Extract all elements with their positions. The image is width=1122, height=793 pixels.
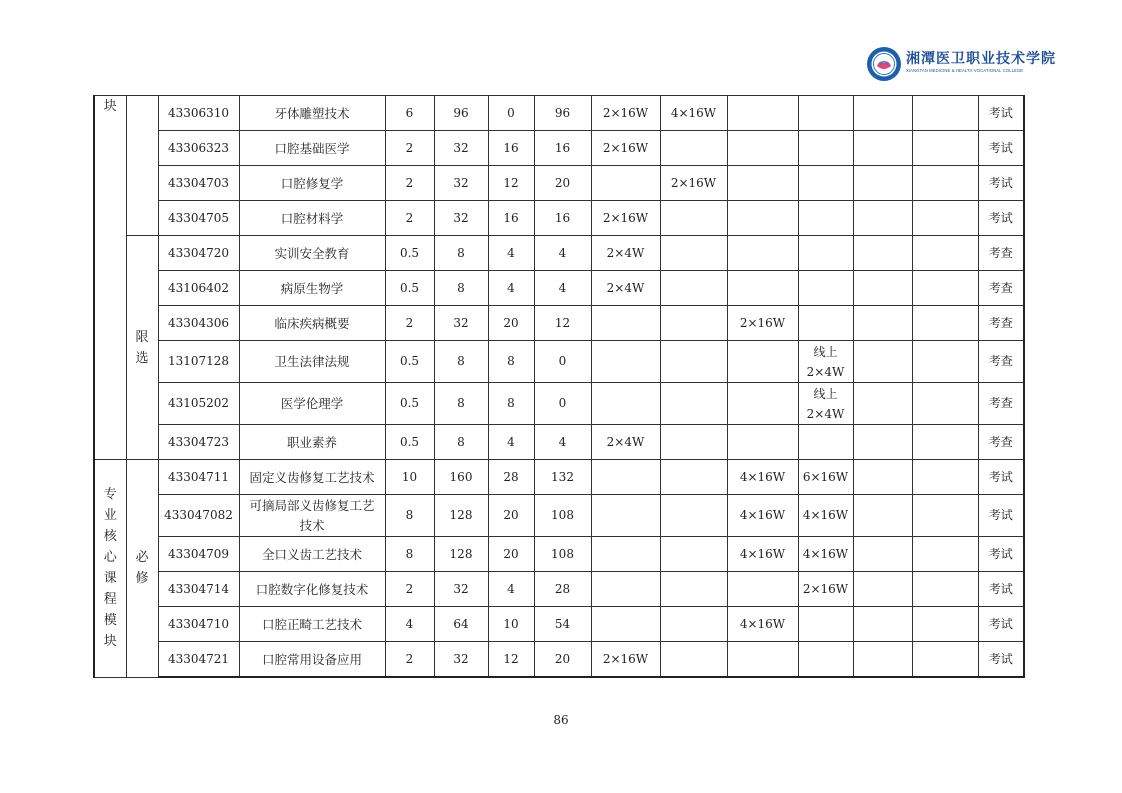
credit: 0.5	[385, 341, 434, 383]
course-name: 牙体雕塑技术	[239, 96, 385, 131]
term-3	[727, 425, 798, 460]
credit: 0.5	[385, 383, 434, 425]
term-2	[660, 495, 727, 537]
term-5	[853, 236, 912, 271]
term-5	[853, 537, 912, 572]
module-label-cell-core	[94, 460, 126, 678]
table-row	[94, 425, 1024, 460]
credit: 10	[385, 460, 434, 495]
course-code: 43106402	[158, 271, 239, 306]
term-5	[853, 131, 912, 166]
term-6	[912, 271, 978, 306]
term-6	[912, 537, 978, 572]
term-2	[660, 425, 727, 460]
term-4	[798, 607, 853, 642]
module-label-char: 块	[103, 634, 117, 650]
course-code: 43304720	[158, 236, 239, 271]
term-3: 4×16W	[727, 607, 798, 642]
term-5	[853, 607, 912, 642]
table-row	[94, 572, 1024, 607]
term-6	[912, 236, 978, 271]
table-row	[94, 383, 1024, 425]
theory-hours: 4	[488, 572, 534, 607]
theory-hours: 4	[488, 271, 534, 306]
term-5	[853, 460, 912, 495]
total-hours: 8	[434, 425, 488, 460]
assessment-type: 考试	[978, 96, 1024, 131]
term-5	[853, 271, 912, 306]
total-hours: 8	[434, 383, 488, 425]
term-1: 2×16W	[591, 131, 660, 166]
course-code: 43306323	[158, 131, 239, 166]
course-name-line: 技术	[299, 517, 325, 533]
module-label-char: 专	[103, 487, 117, 503]
practice-hours: 54	[534, 607, 591, 642]
course-name: 病原生物学	[239, 271, 385, 306]
course-code: 43304714	[158, 572, 239, 607]
term-3	[727, 383, 798, 425]
credit: 2	[385, 131, 434, 166]
term-1	[591, 341, 660, 383]
credit: 2	[385, 572, 434, 607]
practice-hours: 12	[534, 306, 591, 341]
term-2	[660, 642, 727, 678]
credit: 8	[385, 537, 434, 572]
theory-hours: 10	[488, 607, 534, 642]
theory-hours: 16	[488, 201, 534, 236]
course-name: 口腔数字化修复技术	[239, 572, 385, 607]
module-label-char: 业	[103, 508, 117, 524]
term-4	[798, 306, 853, 341]
term-1: 2×16W	[591, 642, 660, 678]
course-name: 职业素养	[239, 425, 385, 460]
total-hours: 32	[434, 166, 488, 201]
term-4	[798, 383, 853, 425]
term-3	[727, 572, 798, 607]
practice-hours: 28	[534, 572, 591, 607]
term-1: 2×4W	[591, 271, 660, 306]
term-1	[591, 495, 660, 537]
credit: 6	[385, 96, 434, 131]
theory-hours: 12	[488, 166, 534, 201]
term-1	[591, 537, 660, 572]
assessment-type: 考查	[978, 236, 1024, 271]
assessment-type: 考试	[978, 537, 1024, 572]
course-name: 口腔材料学	[239, 201, 385, 236]
total-hours: 32	[434, 306, 488, 341]
total-hours: 32	[434, 642, 488, 678]
college-logo	[866, 44, 1056, 86]
term-6	[912, 495, 978, 537]
course-table	[93, 95, 1025, 678]
module-label-char: 核	[103, 529, 117, 545]
term-1	[591, 306, 660, 341]
term-4: 6×16W	[798, 460, 853, 495]
term-3: 4×16W	[727, 495, 798, 537]
table-row	[94, 607, 1024, 642]
table-row	[94, 166, 1024, 201]
term-3	[727, 201, 798, 236]
course-code: 43304723	[158, 425, 239, 460]
practice-hours: 132	[534, 460, 591, 495]
term-2: 2×16W	[660, 166, 727, 201]
term-5	[853, 642, 912, 678]
course-type-char: 修	[135, 571, 149, 587]
table-row	[94, 495, 1024, 537]
assessment-type: 考试	[978, 495, 1024, 537]
module-label-text: 块	[103, 99, 117, 114]
assessment-type: 考试	[978, 166, 1024, 201]
theory-hours: 20	[488, 495, 534, 537]
logo-chinese-name: 湘潭医卫职业技术学院	[906, 51, 1056, 67]
term-6	[912, 642, 978, 678]
assessment-type: 考查	[978, 425, 1024, 460]
term-4: 4×16W	[798, 495, 853, 537]
theory-hours: 28	[488, 460, 534, 495]
table-row	[94, 236, 1024, 271]
practice-hours: 0	[534, 383, 591, 425]
term-2	[660, 271, 727, 306]
course-code: 43304306	[158, 306, 239, 341]
term-5	[853, 341, 912, 383]
credit: 2	[385, 201, 434, 236]
course-code: 43105202	[158, 383, 239, 425]
course-name: 口腔常用设备应用	[239, 642, 385, 678]
term-2	[660, 460, 727, 495]
total-hours: 64	[434, 607, 488, 642]
term-6	[912, 131, 978, 166]
term-4	[798, 96, 853, 131]
assessment-type: 考试	[978, 201, 1024, 236]
course-name: 口腔修复学	[239, 166, 385, 201]
assessment-type: 考试	[978, 131, 1024, 166]
college-emblem-icon	[866, 46, 902, 82]
course-code: 43304721	[158, 642, 239, 678]
term-6	[912, 572, 978, 607]
practice-hours: 108	[534, 537, 591, 572]
theory-hours: 12	[488, 642, 534, 678]
table-row	[94, 537, 1024, 572]
term-2	[660, 236, 727, 271]
course-name: 全口义齿工艺技术	[239, 537, 385, 572]
assessment-type: 考试	[978, 460, 1024, 495]
term-4	[798, 166, 853, 201]
theory-hours: 8	[488, 383, 534, 425]
theory-hours: 0	[488, 96, 534, 131]
term-3	[727, 166, 798, 201]
term-4	[798, 271, 853, 306]
course-name: 口腔正畸工艺技术	[239, 607, 385, 642]
logo-english-name: XIANGTAN MEDICINE & HEALTH VOCATIONAL COLLEGE	[906, 68, 1024, 73]
assessment-type: 考查	[978, 383, 1024, 425]
practice-hours: 96	[534, 96, 591, 131]
theory-hours: 4	[488, 236, 534, 271]
theory-hours: 20	[488, 306, 534, 341]
theory-hours: 16	[488, 131, 534, 166]
course-code: 13107128	[158, 341, 239, 383]
practice-hours: 108	[534, 495, 591, 537]
term-1	[591, 166, 660, 201]
course-name: 实训安全教育	[239, 236, 385, 271]
assessment-type: 考查	[978, 306, 1024, 341]
term-1: 2×4W	[591, 236, 660, 271]
term-4	[798, 236, 853, 271]
term-6	[912, 425, 978, 460]
course-name: 口腔基础医学	[239, 131, 385, 166]
term-5	[853, 96, 912, 131]
practice-hours: 4	[534, 236, 591, 271]
term-5	[853, 383, 912, 425]
term-5	[853, 306, 912, 341]
term-2	[660, 306, 727, 341]
table-row	[94, 306, 1024, 341]
term-schedule: 2×4W	[806, 364, 845, 379]
term-4	[798, 425, 853, 460]
term-3	[727, 236, 798, 271]
term-1	[591, 607, 660, 642]
course-name: 卫生法律法规	[239, 341, 385, 383]
course-code: 43304703	[158, 166, 239, 201]
practice-hours: 20	[534, 642, 591, 678]
practice-hours: 20	[534, 166, 591, 201]
course-code: 43306310	[158, 96, 239, 131]
term-1: 2×16W	[591, 96, 660, 131]
term-2	[660, 131, 727, 166]
term-1: 2×16W	[591, 201, 660, 236]
practice-hours: 0	[534, 341, 591, 383]
term-6	[912, 460, 978, 495]
theory-hours: 4	[488, 425, 534, 460]
term-3: 4×16W	[727, 460, 798, 495]
total-hours: 8	[434, 341, 488, 383]
credit: 0.5	[385, 425, 434, 460]
term-5	[853, 495, 912, 537]
total-hours: 8	[434, 236, 488, 271]
credit: 0.5	[385, 271, 434, 306]
term-6	[912, 341, 978, 383]
theory-hours: 8	[488, 341, 534, 383]
module-label-char: 模	[103, 613, 117, 629]
course-type-cell	[126, 96, 158, 236]
module-label-cell	[94, 96, 126, 460]
term-3	[727, 96, 798, 131]
course-name: 固定义齿修复工艺技术	[239, 460, 385, 495]
term-1	[591, 460, 660, 495]
term-3	[727, 341, 798, 383]
total-hours: 128	[434, 495, 488, 537]
assessment-type: 考试	[978, 607, 1024, 642]
table-row	[94, 460, 1024, 495]
practice-hours: 4	[534, 271, 591, 306]
term-6	[912, 96, 978, 131]
term-1	[591, 572, 660, 607]
table-row	[94, 96, 1024, 131]
term-2	[660, 341, 727, 383]
course-name: 临床疾病概要	[239, 306, 385, 341]
credit: 8	[385, 495, 434, 537]
credit: 2	[385, 306, 434, 341]
practice-hours: 16	[534, 201, 591, 236]
module-label-char: 程	[103, 592, 117, 608]
term-3: 4×16W	[727, 537, 798, 572]
term-2	[660, 537, 727, 572]
credit: 4	[385, 607, 434, 642]
module-label-char: 课	[103, 571, 117, 587]
term-4	[798, 341, 853, 383]
term-4	[798, 201, 853, 236]
module-label-char: 心	[103, 550, 117, 566]
assessment-type: 考试	[978, 572, 1024, 607]
term-2	[660, 572, 727, 607]
table-row	[94, 341, 1024, 383]
term-4: 2×16W	[798, 572, 853, 607]
theory-hours: 20	[488, 537, 534, 572]
course-name-line: 可摘局部义齿修复工艺	[249, 497, 375, 513]
term-6	[912, 306, 978, 341]
term-4	[798, 642, 853, 678]
assessment-type: 考查	[978, 271, 1024, 306]
term-5	[853, 201, 912, 236]
table-row	[94, 131, 1024, 166]
page-number: 86	[553, 713, 569, 727]
course-code: 433047082	[158, 495, 239, 537]
term-2	[660, 607, 727, 642]
term-3	[727, 642, 798, 678]
assessment-type: 考试	[978, 642, 1024, 678]
term-mode: 线上	[813, 344, 838, 359]
term-3	[727, 131, 798, 166]
term-1: 2×4W	[591, 425, 660, 460]
term-6	[912, 607, 978, 642]
total-hours: 32	[434, 131, 488, 166]
course-code: 43304710	[158, 607, 239, 642]
term-2	[660, 201, 727, 236]
table-row	[94, 271, 1024, 306]
course-type-cell-elective	[126, 236, 158, 460]
term-6	[912, 166, 978, 201]
term-4	[798, 131, 853, 166]
total-hours: 160	[434, 460, 488, 495]
term-6	[912, 201, 978, 236]
term-3: 2×16W	[727, 306, 798, 341]
course-name: 医学伦理学	[239, 383, 385, 425]
total-hours: 8	[434, 271, 488, 306]
term-3	[727, 271, 798, 306]
total-hours: 32	[434, 572, 488, 607]
term-5	[853, 166, 912, 201]
course-code: 43304709	[158, 537, 239, 572]
term-mode: 线上	[813, 386, 838, 401]
assessment-type: 考查	[978, 341, 1024, 383]
course-type-char: 选	[135, 350, 149, 366]
term-5	[853, 425, 912, 460]
total-hours: 128	[434, 537, 488, 572]
credit: 0.5	[385, 236, 434, 271]
term-schedule: 2×4W	[806, 406, 845, 421]
term-6	[912, 383, 978, 425]
course-type-char: 限	[135, 329, 149, 345]
course-type-char: 必	[135, 550, 149, 566]
table-row	[94, 642, 1024, 678]
term-1	[591, 383, 660, 425]
total-hours: 32	[434, 201, 488, 236]
practice-hours: 16	[534, 131, 591, 166]
term-2	[660, 383, 727, 425]
course-name	[239, 495, 385, 537]
term-4: 4×16W	[798, 537, 853, 572]
term-5	[853, 572, 912, 607]
course-type-cell-required	[126, 460, 158, 678]
total-hours: 96	[434, 96, 488, 131]
practice-hours: 4	[534, 425, 591, 460]
credit: 2	[385, 642, 434, 678]
table-row	[94, 201, 1024, 236]
course-code: 43304705	[158, 201, 239, 236]
credit: 2	[385, 166, 434, 201]
term-2: 4×16W	[660, 96, 727, 131]
course-code: 43304711	[158, 460, 239, 495]
